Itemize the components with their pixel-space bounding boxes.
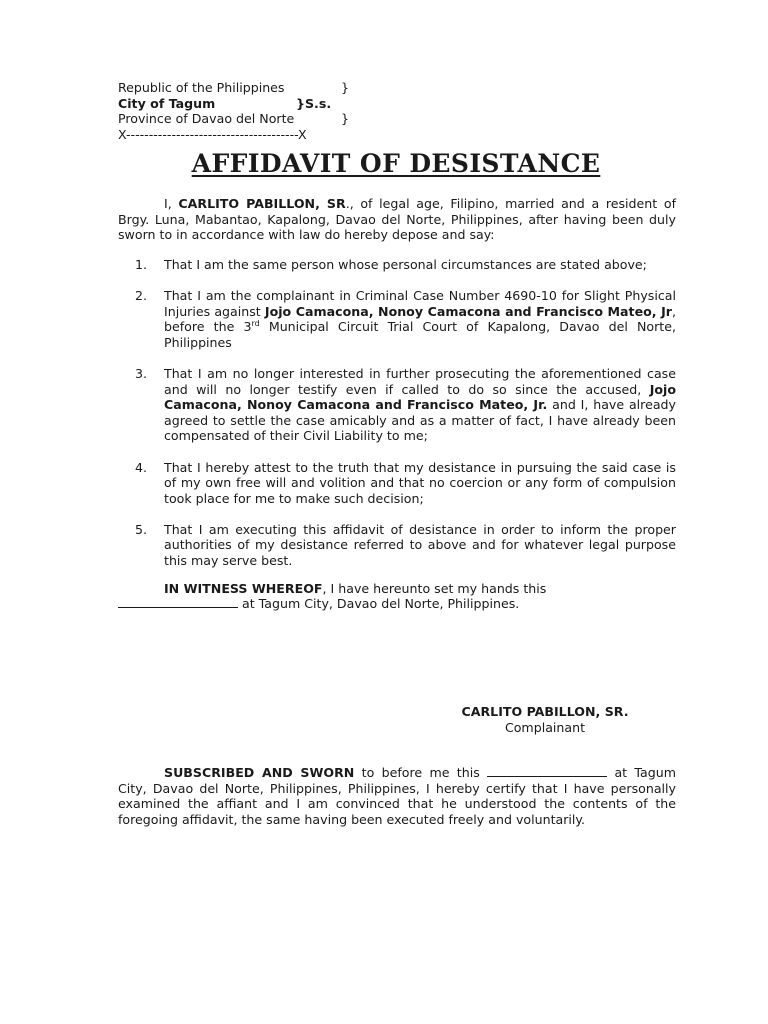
intro-paragraph — [118, 196, 676, 243]
accused-names: Jojo Camacona, Nonoy Camacona and Francisco Mateo, Jr. — [164, 381, 676, 413]
item-number: 3. — [135, 365, 148, 381]
ordinal-suffix: rd — [251, 318, 260, 328]
item-text: and I, have already agreed to settle the case amicably and as a matter of fact, I have already been compensated of their Civil Liability to me; — [164, 397, 676, 444]
venue-line-republic — [118, 80, 358, 96]
affiant-name: CARLITO PABILLON, SR — [178, 196, 346, 211]
list-item — [118, 257, 676, 273]
venue-line-city — [118, 96, 358, 112]
item-number: 2. — [135, 287, 148, 303]
venue-line-province — [118, 111, 358, 127]
venue-brace: } — [341, 80, 350, 95]
venue-brace: } — [341, 111, 350, 127]
venue-ss: }S.s. — [296, 95, 332, 111]
list-item — [118, 460, 676, 507]
item-text: That I am no longer interested in further prosecuting the aforementioned case and will no longer testify even if called to do so since the accused, — [164, 365, 676, 397]
item-text: , before the 3 — [164, 303, 676, 335]
signatory-role: Complainant — [504, 719, 586, 735]
venue-block — [118, 80, 358, 142]
affidavit-body — [118, 196, 676, 612]
item-number: 4. — [135, 459, 148, 475]
item-text: That I am the same person whose personal circumstances are stated above; — [164, 256, 647, 272]
list-item — [118, 366, 676, 444]
venue-separator: X--------------------------------------X — [118, 126, 307, 142]
item-text: That I am executing this affidavit of desistance in order to inform the proper authorities of my desistance referred to above and for whatever legal purpose this may serve best. — [164, 521, 676, 569]
item-number: 1. — [135, 256, 148, 272]
date-blank — [118, 596, 238, 608]
intro-post: ., of legal age, Filipino, married and a resident of Brgy. Luna, Mabantao, Kapalong, Davao del Norte, Philippines, after having been duly sworn to in accordance with law do hereby depose and say: — [118, 196, 676, 243]
accused-names: Jojo Camacona, Nonoy Camacona and Francisco Mateo, Jr — [264, 303, 672, 319]
jurat-text: at Tagum City, Davao del Norte, Philippines, Philippines, I hereby certify that I have personally examined the affiant and I am convinced that he understood the contents of the foregoing affidavit, the same having been executed freely and voluntarily. — [118, 765, 677, 827]
jurat-paragraph — [118, 765, 676, 827]
signatory-name: CARLITO PABILLON, SR. — [461, 704, 629, 719]
witness-text: at Tagum City, Davao del Norte, Philippines. — [238, 596, 520, 612]
item-text: That I am the complainant in Criminal Case Number 4690-10 for Slight Physical Injuries against — [164, 287, 676, 319]
witness-text: , I have hereunto set my hands this — [322, 580, 547, 596]
document-title: AFFIDAVIT OF DESISTANCE — [191, 149, 601, 178]
list-item — [118, 522, 676, 569]
signature-block — [420, 704, 670, 735]
jurat-heading: SUBSCRIBED AND SWORN — [164, 765, 355, 780]
witness-paragraph — [118, 581, 676, 612]
intro-pre: I, — [164, 196, 179, 211]
item-number: 5. — [135, 521, 148, 537]
list-item — [118, 288, 676, 350]
venue-city: City of Tagum — [118, 95, 216, 111]
item-text: Municipal Circuit Trial Court of Kapalong, Davao del Norte, Philippines — [164, 319, 676, 350]
jurat-text: to before me this — [354, 765, 488, 780]
witness-heading: IN WITNESS WHEREOF — [164, 580, 323, 596]
venue-province: Province of Davao del Norte — [118, 111, 295, 127]
item-text: That I hereby attest to the truth that my desistance in pursuing the said case is of my own free will and volition and that no coercion or any form of compulsion took place for me to make such decision; — [164, 459, 676, 506]
date-blank — [487, 765, 607, 777]
jurat-block — [118, 765, 676, 827]
statement-list — [118, 257, 676, 569]
venue-republic: Republic of the Philippines — [118, 80, 285, 95]
